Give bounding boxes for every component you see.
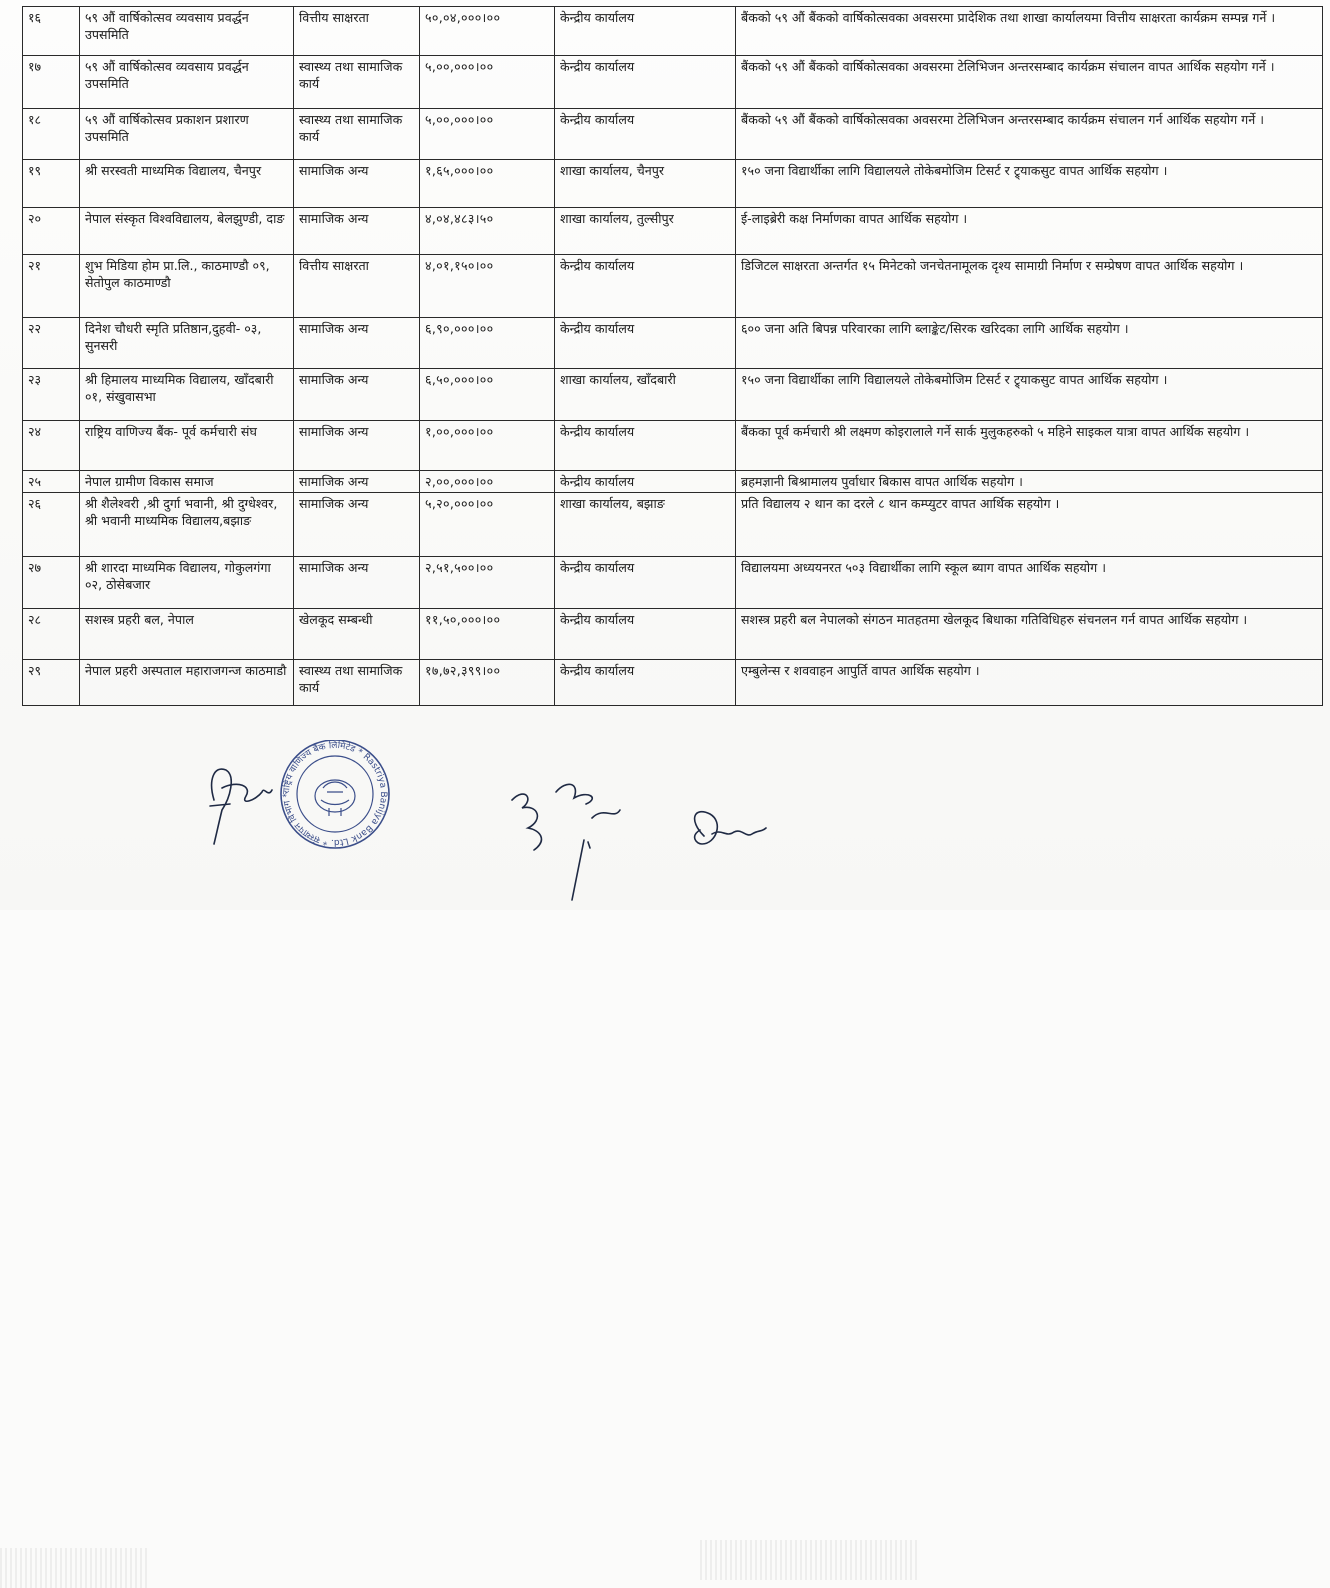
serial-number-cell: १७ <box>23 56 80 109</box>
amount-cell: १,६५,०००।०० <box>420 160 555 208</box>
amount-cell: २,५१,५००।०० <box>420 557 555 609</box>
office-cell: शाखा कार्यालय, तुल्सीपुर <box>555 208 736 255</box>
category-cell: सामाजिक अन्य <box>294 493 420 557</box>
category-cell: स्वास्थ्य तथा सामाजिक कार्य <box>294 56 420 109</box>
seal-emblem-icon <box>315 780 355 816</box>
signature-area <box>0 740 1330 910</box>
recipient-cell: सशस्त्र प्रहरी बल, नेपाल <box>80 609 294 660</box>
amount-cell: २,००,०००।०० <box>420 471 555 493</box>
recipient-cell: ५९ औं वार्षिकोत्सव व्यवसाय प्रवर्द्धन उपसमिति <box>80 56 294 109</box>
scan-smudge <box>0 1548 150 1588</box>
recipient-cell: श्री हिमालय माध्यमिक विद्यालय, खाँदबारी ०१, संखुवासभा <box>80 369 294 421</box>
table-row <box>23 369 1323 421</box>
recipient-cell: श्री सरस्वती माध्यमिक विद्यालय, चैनपुर <box>80 160 294 208</box>
purpose-cell: १५० जना विद्यार्थीका लागि विद्यालयले तोकेबमोजिम टिसर्ट र ट्र्याकसुट वापत आर्थिक सहयोग । <box>736 369 1323 421</box>
purpose-cell: बैंकको ५९ औं बैंकको वार्षिकोत्सवका अवसरमा टेलिभिजन अन्तरसम्बाद कार्यक्रम संचालन गर्न आर्थिक सहयोग गर्ने । <box>736 109 1323 160</box>
signatures-svg <box>0 740 1330 910</box>
purpose-cell: एम्बुलेन्स र शववाहन आपुर्ति वापत आर्थिक सहयोग । <box>736 660 1323 706</box>
category-cell: स्वास्थ्य तथा सामाजिक कार्य <box>294 660 420 706</box>
table-row <box>23 609 1323 660</box>
seal-text: राष्ट्रिय वाणिज्य बैंक लिमिटेड * Rastriya Banijya Bank Ltd. * संस्थापन विभाग * <box>281 740 389 848</box>
serial-number-cell: १८ <box>23 109 80 160</box>
amount-cell: ४,०४,४८३।५० <box>420 208 555 255</box>
serial-number-cell: २९ <box>23 660 80 706</box>
purpose-cell: विद्यालयमा अध्ययनरत ५०३ विद्यार्थीका लागि स्कूल ब्याग वापत आर्थिक सहयोग । <box>736 557 1323 609</box>
amount-cell: ४,०१,१५०।०० <box>420 255 555 318</box>
purpose-cell: १५० जना विद्यार्थीका लागि विद्यालयले तोकेबमोजिम टिसर्ट र ट्र्याकसुट वापत आर्थिक सहयोग । <box>736 160 1323 208</box>
office-cell: केन्द्रीय कार्यालय <box>555 660 736 706</box>
amount-cell: ५०,०४,०००।०० <box>420 7 555 56</box>
amount-cell: १,००,०००।०० <box>420 421 555 471</box>
amount-cell: ५,२०,०००।०० <box>420 493 555 557</box>
recipient-cell: राष्ट्रिय वाणिज्य बैंक- पूर्व कर्मचारी संघ <box>80 421 294 471</box>
amount-cell: ११,५०,०००।०० <box>420 609 555 660</box>
table-row <box>23 109 1323 160</box>
purpose-cell: बैंकको ५९ औं बैंकको वार्षिकोत्सवका अवसरमा प्रादेशिक तथा शाखा कार्यालयमा वित्तीय साक्षरता कार्यक्रम सम्पन्न गर्ने । <box>736 7 1323 56</box>
signature-mark <box>512 784 620 900</box>
table-row <box>23 493 1323 557</box>
serial-number-cell: २४ <box>23 421 80 471</box>
office-cell: केन्द्रीय कार्यालय <box>555 421 736 471</box>
recipient-cell: ५९ औं वार्षिकोत्सव व्यवसाय प्रवर्द्धन उपसमिति <box>80 7 294 56</box>
purpose-cell: बैंकको ५९ औं बैंकको वार्षिकोत्सवका अवसरमा टेलिभिजन अन्तरसम्बाद कार्यक्रम संचालन वापत आर्थिक सहयोग गर्ने । <box>736 56 1323 109</box>
amount-cell: ६,५०,०००।०० <box>420 369 555 421</box>
office-cell: केन्द्रीय कार्यालय <box>555 7 736 56</box>
office-cell: केन्द्रीय कार्यालय <box>555 557 736 609</box>
office-cell: केन्द्रीय कार्यालय <box>555 56 736 109</box>
serial-number-cell: २० <box>23 208 80 255</box>
purpose-cell: सशस्त्र प्रहरी बल नेपालको संगठन मातहतमा खेलकूद बिधाका गतिविधिहरु संचनलन गर्न वापत आर्थिक सहयोग । <box>736 609 1323 660</box>
serial-number-cell: २३ <box>23 369 80 421</box>
recipient-cell: श्री शारदा माध्यमिक विद्यालय, गोकुलगंगा ०२, ठोसेबजार <box>80 557 294 609</box>
csr-expense-table <box>22 6 1323 706</box>
amount-cell: ५,००,०००।०० <box>420 109 555 160</box>
office-cell: शाखा कार्यालय, बझाङ <box>555 493 736 557</box>
office-cell: केन्द्रीय कार्यालय <box>555 318 736 369</box>
recipient-cell: नेपाल संस्कृत विश्वविद्यालय, बेलझुण्डी, दाङ <box>80 208 294 255</box>
amount-cell: ५,००,०००।०० <box>420 56 555 109</box>
recipient-cell: ५९ औं वार्षिकोत्सव प्रकाशन प्रशारण उपसमिति <box>80 109 294 160</box>
category-cell: सामाजिक अन्य <box>294 557 420 609</box>
category-cell: खेलकूद सम्बन्धी <box>294 609 420 660</box>
amount-cell: ६,९०,०००।०० <box>420 318 555 369</box>
serial-number-cell: २५ <box>23 471 80 493</box>
table-row <box>23 318 1323 369</box>
serial-number-cell: २६ <box>23 493 80 557</box>
purpose-cell: बैंकका पूर्व कर्मचारी श्री लक्ष्मण कोइरालाले गर्ने सार्क मुलुकहरुको ५ महिने साइकल यात्रा वापत आर्थिक सहयोग । <box>736 421 1323 471</box>
table-row <box>23 471 1323 493</box>
recipient-cell: शुभ मिडिया होम प्रा.लि., काठमाण्डौ ०९, सेतोपुल काठमाण्डौ <box>80 255 294 318</box>
category-cell: सामाजिक अन्य <box>294 160 420 208</box>
serial-number-cell: २२ <box>23 318 80 369</box>
recipient-cell: श्री शैलेश्वरी ,श्री दुर्गा भवानी, श्री दुग्धेश्वर, श्री भवानी माध्यमिक विद्यालय,बझाङ <box>80 493 294 557</box>
category-cell: सामाजिक अन्य <box>294 208 420 255</box>
office-cell: केन्द्रीय कार्यालय <box>555 255 736 318</box>
category-cell: वित्तीय साक्षरता <box>294 255 420 318</box>
purpose-cell: ६०० जना अति बिपन्न परिवारका लागि ब्लाङ्केट/सिरक खरिदका लागि आर्थिक सहयोग । <box>736 318 1323 369</box>
signature-mark <box>695 812 766 844</box>
table-row <box>23 255 1323 318</box>
category-cell: सामाजिक अन्य <box>294 471 420 493</box>
amount-cell: १७,७२,३९९।०० <box>420 660 555 706</box>
office-cell: केन्द्रीय कार्यालय <box>555 109 736 160</box>
table-row <box>23 557 1323 609</box>
table-row <box>23 160 1323 208</box>
table-row <box>23 421 1323 471</box>
office-cell: शाखा कार्यालय, खाँदबारी <box>555 369 736 421</box>
category-cell: स्वास्थ्य तथा सामाजिक कार्य <box>294 109 420 160</box>
purpose-cell: ब्रहमज्ञानी बिश्रामालय पुर्वाधार बिकास वापत आर्थिक सहयोग । <box>736 471 1323 493</box>
category-cell: वित्तीय साक्षरता <box>294 7 420 56</box>
serial-number-cell: १६ <box>23 7 80 56</box>
recipient-cell: नेपाल ग्रामीण विकास समाज <box>80 471 294 493</box>
table-row <box>23 208 1323 255</box>
office-cell: केन्द्रीय कार्यालय <box>555 609 736 660</box>
category-cell: सामाजिक अन्य <box>294 369 420 421</box>
recipient-cell: नेपाल प्रहरी अस्पताल महाराजगन्ज काठमाडौ <box>80 660 294 706</box>
table-row <box>23 660 1323 706</box>
serial-number-cell: २७ <box>23 557 80 609</box>
purpose-cell: डिजिटल साक्षरता अन्तर्गत १५ मिनेटको जनचेतनामूलक दृश्य सामाग्री निर्माण र सम्प्रेषण वापत आर्थिक सहयोग । <box>736 255 1323 318</box>
office-cell: केन्द्रीय कार्यालय <box>555 471 736 493</box>
recipient-cell: दिनेश चौधरी स्मृति प्रतिष्ठान,दुहवी- ०३, सुनसरी <box>80 318 294 369</box>
signature-mark <box>210 769 272 844</box>
table-row <box>23 56 1323 109</box>
seal-stamp <box>280 740 389 848</box>
category-cell: सामाजिक अन्य <box>294 421 420 471</box>
table-row <box>23 7 1323 56</box>
category-cell: सामाजिक अन्य <box>294 318 420 369</box>
scan-smudge <box>700 1540 920 1580</box>
purpose-cell: प्रति विद्यालय २ थान का दरले ८ थान कम्प्युटर वापत आर्थिक सहयोग । <box>736 493 1323 557</box>
office-cell: शाखा कार्यालय, चैनपुर <box>555 160 736 208</box>
purpose-cell: ई-लाइब्रेरी कक्ष निर्माणका वापत आर्थिक सहयोग । <box>736 208 1323 255</box>
serial-number-cell: २८ <box>23 609 80 660</box>
serial-number-cell: १९ <box>23 160 80 208</box>
serial-number-cell: २१ <box>23 255 80 318</box>
